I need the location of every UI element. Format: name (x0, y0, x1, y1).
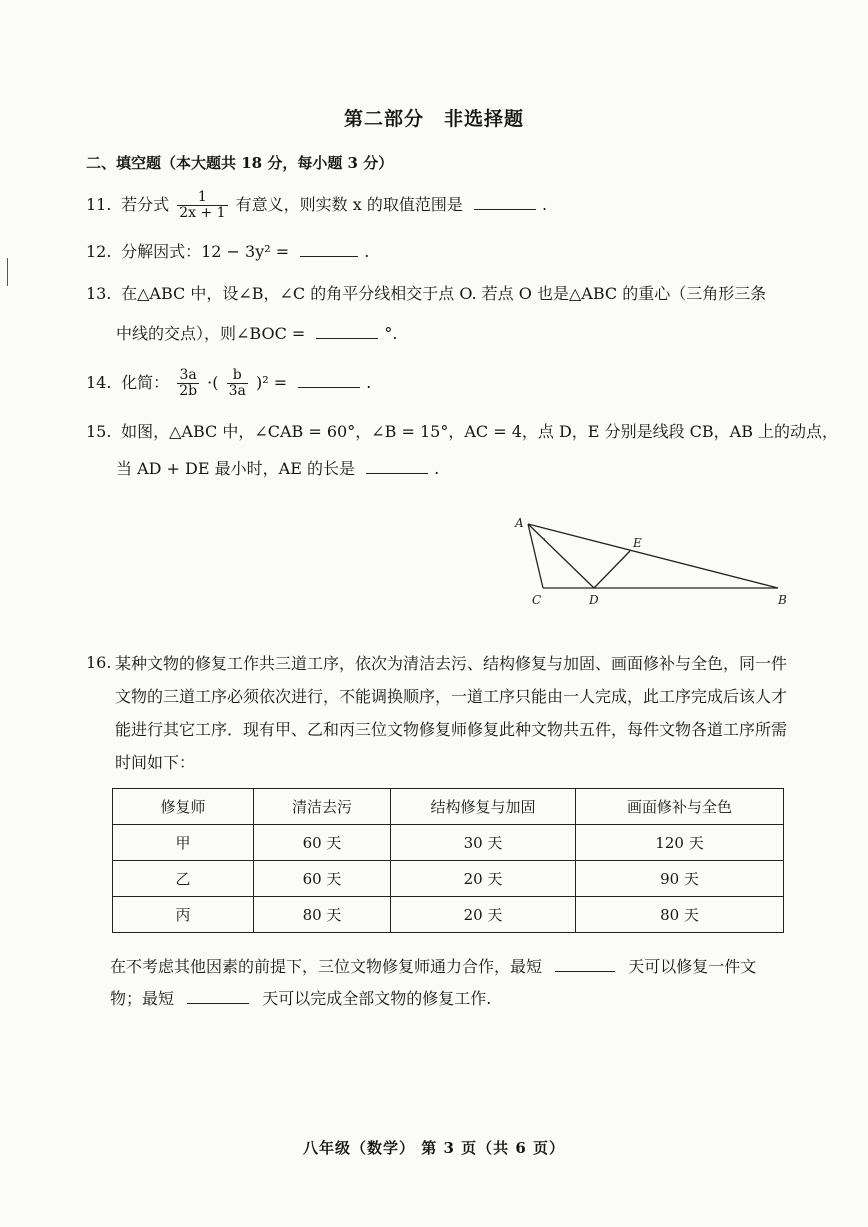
question-13 (86, 282, 766, 306)
question-text: 当 AD + DE 最小时，AE 的长是 (116, 459, 355, 478)
fraction (177, 190, 227, 221)
question-number: 14. (86, 373, 112, 392)
question-16-after-line2 (110, 987, 491, 1011)
question-text: 中线的交点），则∠BOC = (116, 324, 306, 343)
answer-blank[interactable] (555, 955, 615, 972)
question-text: 化简： (121, 373, 170, 392)
table-header: 修复师 (113, 789, 254, 825)
table-header: 画面修补与全色 (576, 789, 784, 825)
table-cell: 乙 (113, 861, 254, 897)
question-12 (86, 240, 369, 264)
question-number: 11. (86, 195, 112, 214)
table-cell: 丙 (113, 897, 254, 933)
fraction-numerator: 1 (197, 189, 207, 205)
table-cell: 30 天 (391, 825, 576, 861)
question-end: . (434, 459, 440, 478)
question-16-after-line1 (110, 955, 756, 979)
question-end: . (364, 242, 370, 261)
section-heading: 二、填空题（本大题共 18 分，每小题 3 分） (86, 154, 394, 172)
question-text: )² = (255, 373, 288, 392)
answer-blank[interactable] (298, 371, 360, 388)
question-end: °. (384, 324, 398, 343)
question-text: 有意义，则实数 x 的取值范围是 (235, 195, 463, 214)
question-15-line2 (116, 457, 439, 481)
question-13-line2 (116, 322, 398, 346)
question-16-number (86, 651, 116, 675)
time-table (112, 788, 784, 933)
question-text: 物；最短 (110, 989, 175, 1008)
question-end: . (541, 195, 548, 214)
table-row (113, 861, 784, 897)
fraction-denominator: 2x + 1 (179, 205, 226, 221)
vertex-label-a: A (515, 516, 524, 530)
segment-ac (528, 524, 543, 588)
table-cell: 甲 (113, 825, 254, 861)
fraction-denominator: 3a (228, 383, 246, 399)
question-11 (86, 190, 547, 221)
answer-blank[interactable] (300, 240, 358, 257)
answer-blank[interactable] (316, 322, 378, 339)
segment-ab (528, 524, 778, 588)
table-header: 清洁去污 (254, 789, 391, 825)
question-14 (86, 368, 371, 399)
segment-ad (528, 524, 594, 588)
table-cell: 120 天 (576, 825, 784, 861)
table-cell: 60 天 (254, 825, 391, 861)
question-text: 天可以完成全部文物的修复工作. (262, 989, 492, 1008)
question-text: 在△ABC 中，设∠B，∠C 的角平分线相交于点 O. 若点 O 也是△ABC 的重心（三角形三条 (121, 284, 767, 303)
question-number: 13. (86, 284, 112, 303)
fraction (177, 368, 199, 399)
fraction-numerator: b (232, 367, 242, 383)
page-title: 第二部分 非选择题 (343, 108, 524, 130)
table-cell: 80 天 (254, 897, 391, 933)
table-cell: 20 天 (391, 861, 576, 897)
question-end: . (366, 373, 372, 392)
question-number: 12. (86, 242, 112, 261)
question-text: ·( (207, 373, 219, 392)
table-cell: 60 天 (254, 861, 391, 897)
question-text: 天可以修复一件文 (628, 957, 757, 976)
fraction-denominator: 2b (179, 383, 198, 399)
table-row (113, 825, 784, 861)
question-text: 分解因式：12 − 3y² = (121, 242, 290, 261)
question-text: 在不考虑其他因素的前提下，三位文物修复师通力合作，最短 (110, 957, 543, 976)
answer-blank[interactable] (187, 987, 249, 1004)
question-16-text: 某种文物的修复工作共三道工序，依次为清洁去污、结构修复与加固、画面修补与全色，同一件文物的三道工序必须依次进行，不能调换顺序，一道工序只能由一人完成，此工序完成后该人才能进行其它工序．现有甲、乙和丙三位文物修复师修复此种文物共五件，每件文物各道工序所需时间如下： (115, 654, 788, 772)
scan-edge-mark (7, 258, 8, 286)
answer-blank[interactable] (474, 193, 536, 210)
fraction (227, 368, 248, 399)
table-header-row (113, 789, 784, 825)
vertex-label-c: C (532, 593, 542, 607)
table-header: 结构修复与加固 (391, 789, 576, 825)
segment-de (594, 551, 630, 588)
question-text: 如图，△ABC 中，∠CAB = 60°，∠B = 15°，AC = 4，点 D，E 分别是线段 CB，AB 上的动点， (121, 422, 839, 441)
vertex-label-d: D (589, 593, 599, 607)
page-footer: 八年级（数学） 第 3 页（共 6 页） (303, 1139, 565, 1157)
table-cell: 80 天 (576, 897, 784, 933)
fraction-numerator: 3a (179, 367, 197, 383)
table-cell: 90 天 (576, 861, 784, 897)
question-number: 15. (86, 422, 112, 441)
answer-blank[interactable] (366, 457, 428, 474)
triangle-figure (505, 510, 805, 610)
question-number: 16. (86, 653, 112, 672)
vertex-label-e: E (633, 536, 642, 550)
vertex-label-b: B (778, 593, 787, 607)
question-text: 若分式 (121, 195, 170, 214)
table-cell: 20 天 (391, 897, 576, 933)
table-row (113, 897, 784, 933)
question-15 (86, 420, 838, 444)
scan-dot (543, 538, 545, 540)
